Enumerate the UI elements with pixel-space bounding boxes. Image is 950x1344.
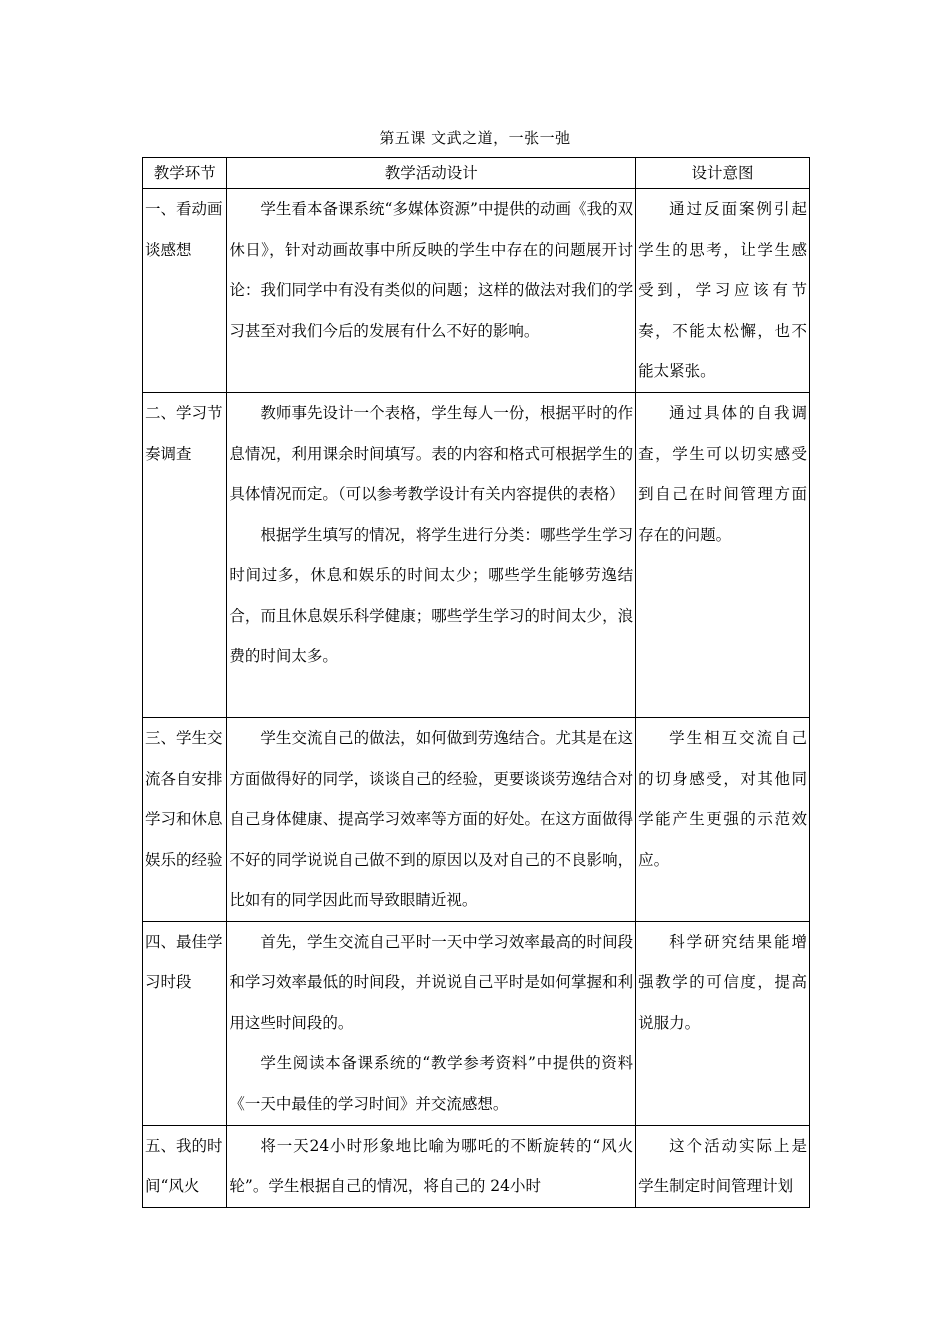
intent-paragraph: 通过具体的自我调查，学生可以切实感受到自己在时间管理方面存在的问题。 <box>638 404 807 544</box>
table-row <box>143 1125 810 1207</box>
intent-cell <box>636 393 810 718</box>
activity-paragraph: 学生阅读本备课系统的“教学参考资料”中提供的资料《一天中最佳的学习时间》并交流感想。 <box>229 1054 634 1113</box>
stage-cell: 五、我的时间“风火 <box>143 1125 227 1207</box>
intent-paragraph: 通过反面案例引起学生的思考，让学生感受到，学习应该有节奏，不能太松懈，也不能太紧张。 <box>638 200 807 380</box>
intent-cell <box>636 921 810 1125</box>
header-intent: 设计意图 <box>636 158 810 189</box>
stage-cell: 一、看动画谈感想 <box>143 189 227 393</box>
stage-cell: 二、学习节奏调查 <box>143 393 227 718</box>
intent-cell <box>636 1125 810 1207</box>
intent-paragraph: 这个活动实际上是学生制定时间管理计划 <box>638 1136 807 1195</box>
table-header-row <box>143 158 810 189</box>
table-row <box>143 393 810 718</box>
page-title: 第五课 文武之道，一张一弛 <box>379 129 571 147</box>
header-stage: 教学环节 <box>143 158 227 189</box>
intent-paragraph: 学生相互交流自己的切身感受，对其他同学能产生更强的示范效应。 <box>638 729 807 869</box>
activity-paragraph: 首先，学生交流自己平时一天中学习效率最高的时间段和学习效率最低的时间段，并说说自己平时是如何掌握和利用这些时间段的。 <box>229 932 634 1032</box>
activity-paragraph: 教师事先设计一个表格，学生每人一份，根据平时的作息情况，利用课余时间填写。表的内容和格式可根据学生的具体情况而定。（可以参考教学设计有关内容提供的表格） <box>229 404 634 503</box>
activity-cell <box>227 921 636 1125</box>
table-row <box>143 718 810 922</box>
activity-paragraph: 根据学生填写的情况，将学生进行分类：哪些学生学习时间过多，休息和娱乐的时间太少；哪些学生能够劳逸结合，而且休息娱乐科学健康；哪些学生学习的时间太少，浪费的时间太多。 <box>229 525 634 665</box>
table-row <box>143 189 810 393</box>
intent-cell <box>636 189 810 393</box>
activity-cell <box>227 189 636 393</box>
activity-paragraph: 学生看本备课系统“多媒体资源”中提供的动画《我的双休日》，针对动画故事中所反映的学生中存在的问题展开讨论：我们同学中有没有类似的问题；这样的做法对我们的学习甚至对我们今后的发展有什么不好的影响。 <box>229 200 634 340</box>
stage-cell: 三、学生交流各自安排学习和休息娱乐的经验 <box>143 718 227 922</box>
activity-cell <box>227 718 636 922</box>
stage-cell: 四、最佳学习时段 <box>143 921 227 1125</box>
lesson-plan-table <box>142 157 810 1208</box>
intent-paragraph: 科学研究结果能增强教学的可信度，提高说服力。 <box>638 932 807 1032</box>
header-activity: 教学活动设计 <box>227 158 636 189</box>
activity-cell <box>227 1125 636 1207</box>
activity-cell <box>227 393 636 718</box>
table-row <box>143 921 810 1125</box>
intent-cell <box>636 718 810 922</box>
activity-paragraph: 将一天24小时形象地比喻为哪吒的不断旋转的“风火轮”。学生根据自己的情况，将自己的 24小时 <box>229 1136 634 1195</box>
activity-paragraph: 学生交流自己的做法，如何做到劳逸结合。尤其是在这方面做得好的同学，谈谈自己的经验，更要谈谈劳逸结合对自己身体健康、提高学习效率等方面的好处。在这方面做得不好的同学说说自己做不到的原因以及对自己的不良影响，比如有的同学因此而导致眼睛近视。 <box>229 729 634 909</box>
